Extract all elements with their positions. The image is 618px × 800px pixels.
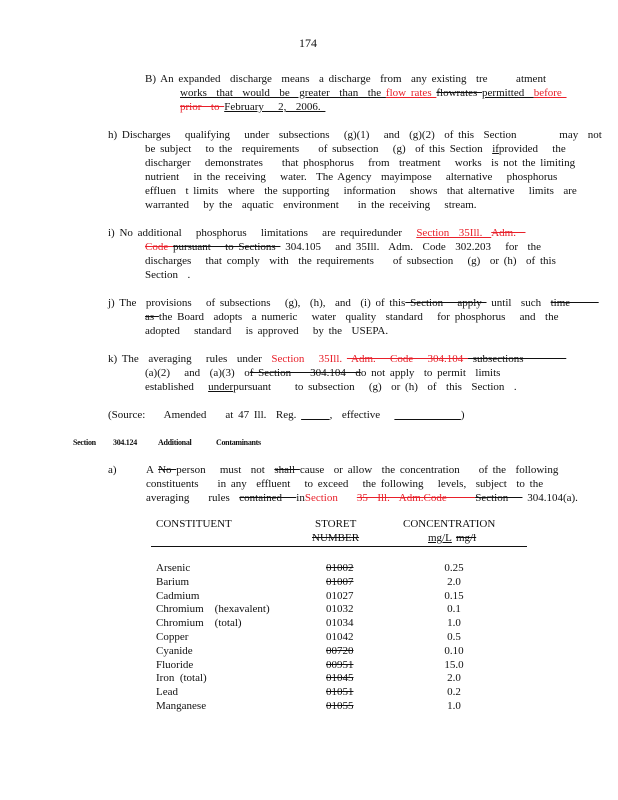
constituent-name: Lead <box>156 686 178 699</box>
storet-number: 01042 <box>326 631 354 643</box>
constituent-name: Barium <box>156 575 189 588</box>
storet-number: 01034 <box>326 617 354 630</box>
text-run: person must not <box>176 464 275 476</box>
text-line <box>146 492 578 505</box>
text-run: be subject to the requirements of subsection (g) of this Section <box>145 143 493 155</box>
text-line <box>145 255 556 268</box>
constituent-name: Manganese <box>156 700 207 712</box>
constituent-name: Cadmium <box>156 589 200 602</box>
storet-number: 01051 <box>326 686 354 699</box>
text-line <box>145 143 566 156</box>
text-line <box>108 409 465 422</box>
text-line <box>145 325 388 338</box>
text-run: k) The averaging rules under <box>108 353 272 365</box>
storet-number: 01027 <box>326 589 354 602</box>
deleted-text: Adm. <box>491 227 526 239</box>
text-line <box>145 269 190 282</box>
text-line <box>146 478 543 491</box>
text-run: , effective <box>329 409 395 421</box>
text-run: effluen t limits where the supporting information shows that alternative limits are <box>145 185 577 197</box>
header-constituent: CONSTITUENT <box>156 518 232 530</box>
text-run: nutrient in the receiving water. The Agency mayimpose alternative phosphorus <box>145 171 558 183</box>
deleted-text: Section apply <box>405 297 487 309</box>
text-line <box>145 381 517 394</box>
deleted-text: shall <box>274 464 300 476</box>
constituent-name: Chromium (hexavalent) <box>156 603 270 616</box>
deleted-text: subsections <box>468 353 567 365</box>
concentration-value: 0.5 <box>447 631 461 643</box>
section-number: 304.124 <box>113 438 137 447</box>
deleted-text: Adm. Code 304.104 <box>346 353 469 365</box>
text-line <box>180 101 325 114</box>
deleted-text: Code <box>145 241 173 253</box>
text-line <box>145 199 477 212</box>
concentration-value: 2.0 <box>447 672 461 685</box>
header-unit-new: mg/L <box>428 532 452 544</box>
text-run: B) An expanded discharge means a discharge from any existing tre atment <box>145 73 546 85</box>
text-run: (Source: Amended at 47 Ill. Reg. <box>108 409 302 421</box>
subsection-label: a) <box>108 464 117 476</box>
text-line <box>108 129 602 142</box>
header-unit-old: mg/l <box>456 532 477 544</box>
constituent-name: Iron (total) <box>156 672 207 685</box>
text-run: 304.105 and 35Ill. Adm. Code 302.203 for the <box>280 241 541 253</box>
storet-number: 01045 <box>326 672 354 685</box>
text-line <box>108 227 525 240</box>
text-run: (a)(2) and (a)(3) o <box>145 367 250 379</box>
inserted-text: Section <box>304 492 357 504</box>
table-rule <box>151 546 527 547</box>
inserted-text: works that would be greater than the <box>180 87 386 99</box>
concentration-value: 2.0 <box>447 575 461 588</box>
text-run: the Board adopts a numeric water quality standard for phosphorus and the <box>158 311 559 323</box>
inserted-text: Section 35Ill. <box>271 353 347 365</box>
concentration-value: 15.0 <box>444 658 464 671</box>
section-title: Additional <box>158 438 192 447</box>
constituent-name: Arsenic <box>156 562 191 574</box>
text-line <box>108 353 566 366</box>
deleted-text: time <box>550 297 599 309</box>
storet-number: 00951 <box>326 658 354 671</box>
text-run: discharges that comply with the requirements of subsection (g) or (h) of this <box>145 255 556 267</box>
text-run: provided the <box>498 143 566 155</box>
storet-number: 01055 <box>326 700 354 712</box>
constituent-name: Copper <box>156 631 189 643</box>
text-run: until such <box>486 297 551 309</box>
text-line <box>145 367 500 380</box>
text-line <box>108 297 599 310</box>
text-run: Section . <box>145 269 191 281</box>
storet-number: 00720 <box>326 644 354 657</box>
text-run: cause or allow the concentration of the following <box>299 464 559 476</box>
text-run: warranted by the aquatic environment in the receiving stream. <box>145 199 477 211</box>
text-run: adopted standard is approved by the USEPA. <box>145 325 389 337</box>
concentration-value: 1.0 <box>447 700 461 712</box>
deleted-text: 35 Ill. Adm.Code <box>356 492 476 504</box>
text-run: i) No additional phosphorus limitations are requiredunder <box>108 227 417 239</box>
constituent-name: Chromium (total) <box>156 617 242 630</box>
text-run: averaging rules <box>146 492 240 504</box>
concentration-value: 0.1 <box>447 603 461 616</box>
inserted-text: Section 35Ill. <box>416 227 492 239</box>
concentration-value: 0.25 <box>444 562 464 574</box>
inserted-text: February 2, 2006. <box>224 101 326 113</box>
text-line <box>145 241 541 254</box>
header-concentration: CONCENTRATION <box>403 518 496 530</box>
inserted-text <box>301 409 330 421</box>
storet-number: 01007 <box>326 575 354 588</box>
section-label: Section <box>73 438 96 447</box>
concentration-value: 0.2 <box>447 686 461 699</box>
deleted-text: pursuant to Sections <box>172 241 281 253</box>
text-line <box>146 464 558 477</box>
header-number: NUMBER <box>312 532 360 544</box>
inserted-text: before <box>533 87 567 99</box>
inserted-text: under <box>208 381 234 393</box>
text-run: pursuant to subsection (g) or (h) of this Section . <box>233 381 517 393</box>
deleted-text: No <box>158 464 177 476</box>
constituent-name: Fluoride <box>156 658 194 671</box>
text-line <box>180 87 567 100</box>
text-run: established <box>145 381 209 393</box>
text-line <box>145 171 557 184</box>
concentration-value: 0.10 <box>444 644 464 657</box>
text-run: ) <box>460 409 465 421</box>
inserted-text: permitted <box>482 87 534 99</box>
constituent-name: Cyanide <box>156 644 193 657</box>
text-run: j) The provisions of subsections (g), (h), and (i) of this <box>108 297 406 309</box>
deleted-text: prior to <box>180 101 225 113</box>
concentration-value: 1.0 <box>447 617 461 630</box>
text-run: o not apply to permit limits <box>360 367 501 379</box>
text-line <box>145 73 546 86</box>
text-run: discharger demonstrates that phosphorus from treatment works is not the limiting <box>145 157 576 169</box>
text-run: h) Discharges qualifying under subsections (g)(1) and (g)(2) of this Section may not <box>108 129 602 141</box>
inserted-text: flow rates <box>385 87 437 99</box>
inserted-text: if <box>492 143 499 155</box>
text-line <box>145 185 577 198</box>
section-title-2: Contaminants <box>216 438 261 447</box>
text-run: in <box>296 492 305 504</box>
deleted-text: contained <box>239 492 297 504</box>
text-line <box>145 311 559 324</box>
text-run: A <box>146 464 159 476</box>
storet-number: 01032 <box>326 603 354 616</box>
deleted-text: as <box>145 311 159 323</box>
text-run: constituents in any effluent to exceed the following levels, subject to the <box>146 478 544 490</box>
text-run: 304.104(a). <box>522 492 578 504</box>
deleted-text: f Section 304.104 d <box>249 367 361 379</box>
inserted-text <box>394 409 461 421</box>
storet-number: 01002 <box>326 562 354 574</box>
text-line <box>145 157 575 170</box>
concentration-value: 0.15 <box>444 589 464 602</box>
deleted-text: flowrates <box>436 87 483 99</box>
page-number: 174 <box>299 36 317 50</box>
header-storet: STORET <box>315 518 357 530</box>
deleted-text: Section <box>475 492 523 504</box>
